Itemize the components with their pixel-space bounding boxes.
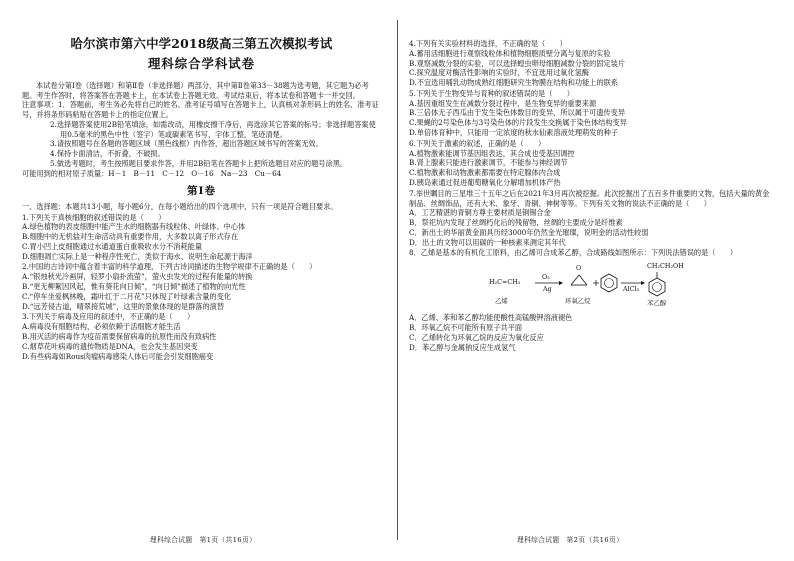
question-stem: 5.下列关于生物变异与育种的叙述错误的是（ ）: [409, 88, 574, 98]
question-stem: 1.下列关于真核细胞的叙述错误的是（ ）: [22, 212, 166, 222]
option-d: D．苯乙醇与金属钠反应生成氢气: [409, 342, 516, 352]
option-c: C．新出土的华丽黄金面具历经3000年仍然金光璀璨，说明金的活动性较弱: [409, 227, 649, 237]
epoxide-oxygen: O: [576, 264, 582, 273]
benzene-aromatic-circle: [605, 279, 614, 288]
question-8: [409, 248, 772, 352]
epoxide-bond: [571, 275, 579, 285]
question-2: [22, 262, 381, 311]
option-d: D.有些病毒如Rous肉瘤病毒感染人体后可能会引发细胞癌变: [22, 351, 214, 361]
notes-block: [22, 100, 381, 120]
arrowhead-2: [641, 281, 645, 285]
question-7: [409, 189, 772, 248]
question-stem: 3.下列关于病毒及应用的叙述中，不正确的是（ ）: [22, 312, 195, 322]
reagent-silver: Ag: [543, 285, 552, 294]
note-5: 5.做选考题时，考生按照题目要求作答，并用2B铅笔在答题卡上把所选题目对应的题号涂黑。: [50, 158, 348, 168]
option-a: A.蓄用活细胞进行观察线粒体和植物细胞质壁分离与复原的实验: [409, 48, 611, 58]
option-b: B.观察减数分裂的实验，可以选择蝗虫卵母细胞减数分裂的固定装片: [409, 58, 626, 68]
option-d: D.细胞凋亡实际上是一种程序性死亡，类似于海水、说明生命起源于海洋: [22, 251, 253, 261]
option-c: C.果蝇的2号染色体与3号染色体的片段发生交换属于染色体结构变异: [409, 118, 627, 128]
ethylene-formula: H₂C=CH₂: [489, 278, 521, 287]
option-d: D．出土的文物可以用碳的一种核素来测定其年代: [409, 237, 566, 247]
option-b: B．环氧乙烷不可能所有原子共平面: [409, 322, 523, 332]
label-product: 苯乙醇: [647, 299, 667, 308]
option-c: C．乙烯转化为环氧乙烷的反应为氧化反应: [409, 332, 544, 342]
note-3: 3.请按照题号在各题的答题区域（黑色线框）内作答，超出答题区域书写的答案无效。: [50, 139, 323, 149]
option-a: A.病毒没有细胞结构，必须依赖于活细胞才能生活: [22, 322, 181, 332]
epoxide-bond: [579, 275, 587, 285]
benzene-ring-reagent: [601, 274, 617, 292]
question-4: [409, 39, 772, 88]
option-b: B．祭祀坑内发现了丝绸朽化后的残留物，丝绸的主要成分是纤维素: [409, 218, 623, 228]
question-1: [22, 213, 381, 262]
page-2: [397, 0, 794, 561]
option-c: C.植物激素和动物激素都需要在特定腺体内合成: [409, 168, 561, 178]
question-3: [22, 312, 381, 361]
exam-subtitle: 理科综合学科试卷: [147, 55, 256, 71]
arrowhead-1: [559, 281, 563, 285]
option-a: A.植物激素能调节基因组表达，其合成也受基因调控: [409, 148, 575, 158]
option-c: C.胃小凹上皮细胞通过水通道蛋白重吸收水分不消耗能量: [22, 241, 203, 251]
note-4: 4.保持卡面清洁，不折叠，不破损。: [50, 149, 165, 159]
note-1: 1．答题前，考生务必先将自己的姓名、准考证号填写在答题卡上，认真核对条形码上的姓名、准考证号，并将条形码粘贴在答题卡上的指定位置上。: [22, 100, 379, 120]
reagent-alcl3: AlCl₃: [623, 285, 640, 294]
section-title: 第Ⅰ卷: [187, 184, 216, 197]
option-c: C.烟草花叶病毒的遗传物质是DNA，也会发生基因突变: [22, 341, 198, 351]
question-stem: 8．乙烯是基本的有机化工原料，由乙烯可合成苯乙醇，合成路线如图所示：下列说法错误的是（ ）: [409, 248, 738, 258]
option-b: B.细胞中的无机盐对生命活动具有重要作用，大多数以离子形式存在: [22, 232, 239, 242]
label-epoxide: 环氧乙烷: [565, 297, 591, 306]
option-a: A．工艺精湛的青铜方尊主要材质是铜锡合金: [409, 208, 551, 218]
option-c: C.“停车坐爱枫林晚，霜叶红于二月花”只体现了叶绿素含量的变化: [22, 291, 231, 301]
option-d: D.单倍体育种中，只能用一定浓度的秋水仙素溶液处理萌发的种子: [409, 128, 619, 138]
option-d: D.不宜选用哺乳动物成熟红细胞研究生物膜在结构和功能上的联系: [409, 78, 619, 88]
exam-title: 哈尔滨市第六中学2018级高三第五次模拟考试: [70, 36, 333, 51]
label-ethylene: 乙烯: [495, 297, 508, 306]
option-b: B.肾上腺素只能进行激素调节，不能参与神经调节: [409, 158, 568, 168]
benzene-aromatic-circle: [653, 283, 662, 292]
option-a: A.基因重组发生在减数分裂过程中，是生物变异的重要来源: [409, 98, 597, 108]
benzene-ring-product: [649, 278, 665, 296]
reagent-oxygen: O₂: [542, 273, 550, 282]
question-stem: 2.中国的古诗词中蕴含着丰富的科学道理，下列古诗词描述的生物学规律不正确的是（ ）: [22, 262, 317, 272]
note-2: 2.选择题答案使用2B铅笔填涂，如需改动，用橡皮擦干净后，再选涂其它答案的标号；非选择题答案使用0.5毫米的黑色中性（签字）笔或碳素笔书写，字体工整，笔迹清楚。: [50, 119, 376, 139]
option-b: B.用灭活的病毒作为疫苗需要保留病毒的抗原性而没有致病性: [22, 331, 217, 341]
page-footer: 理科综合试题 第1页（共16页）: [150, 536, 257, 545]
option-a: A.“银烛秋光冷画屏，轻罗小扇扑流萤”，萤火虫发光的过程有能量的转换: [22, 272, 253, 282]
atomic-masses: 可能用到的相对原子质量：H－1 B－11 C－12 O－16 Na－23 Cu－64: [22, 168, 282, 178]
page-footer: 理科综合试题 第2页（共16页）: [517, 536, 624, 545]
reaction-scheme: [489, 261, 709, 309]
option-d: D.“远芳侵古道，晴翠接荒城”，这里的景象体现的是群落的演替: [22, 301, 225, 311]
product-side-chain: CH₂CH₂OH: [647, 262, 684, 271]
exam-intro: 本试卷分第Ⅰ卷（选择题）和第Ⅱ卷（非选择题）两部分，其中第Ⅱ卷第33－38题为选考题，其它题为必考题。考生作答时，将答案答在答题卡上，在本试卷上答题无效。考试结束后，将本试卷和答题卡一并交回。: [22, 80, 369, 100]
option-b: B.三倍体无子西瓜由于发生染色体数目的变异，所以属于可遗传变异: [409, 108, 626, 118]
question-stem: 4.下列有关实验材料的选择，不正确的是（ ）: [409, 39, 567, 48]
option-d: D.胰岛素通过促进葡萄糖氧化分解增加机体产热: [409, 177, 561, 187]
option-a: A．乙烯、苯和苯乙醇均能使酸性高锰酸钾溶液褪色: [409, 313, 573, 323]
question-stem: 7.举世瞩目的三星堆三十五年之后在2021年3月再次被挖掘。此次挖掘出了五百多件重要的文物，包括大量的黄金制品、丝绸饰品，还有大米、象牙、青铜、神树等等。下列有关文物的说法不正确的是（ ）: [409, 188, 770, 208]
option-c: C.探究温度对酶活性影响的实验时，不宜选用过氧化氢酶: [409, 68, 590, 78]
question-5: [409, 89, 772, 138]
section-intro: 一、选择题：本题共13小题，每小题6分，在每小题给出的四个选项中，只有一项是符合题目要求。: [22, 201, 338, 211]
option-a: A.绿色植物的表皮细胞中能产生水的细胞器有线粒体、叶绿体、中心体: [22, 222, 246, 232]
question-stem: 6.下列关于激素的叙述，正确的是（ ）: [409, 138, 546, 148]
notes-label: 注意事项：: [22, 100, 58, 110]
option-b: B.“更无柳絮因风起，惟有葵花向日倾”，“向日倾”描述了植物的向光性: [22, 282, 246, 292]
question-6: [409, 139, 772, 188]
